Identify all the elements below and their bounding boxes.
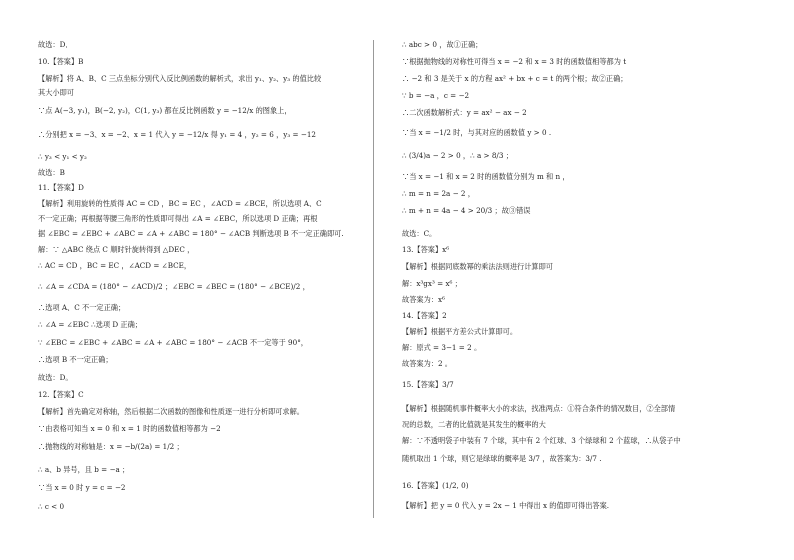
text-line: 解：∵ △ABC 绕点 C 顺时针旋转得到 △DEC ， bbox=[38, 245, 195, 254]
text-line: ∴ ∠A = ∠CDA = (180° − ∠ACD)/2 ；∠EBC = ∠BEC = (180° − ∠BCE)/2 ， bbox=[38, 282, 310, 291]
text-line: 其大小即可 bbox=[38, 88, 74, 97]
text-line: ∴选项 A、C 不一定正确； bbox=[38, 303, 126, 312]
text-line: ∵ b = −a ，c = −2 bbox=[402, 91, 470, 100]
text-line: 【解析】把 y = 0 代入 y = 2x − 1 中得出 x 的值即可得出答案. bbox=[402, 501, 610, 510]
text-line: ∵根据抛物线的对称性可得当 x = −2 和 x = 3 时的函数值相等都为 t bbox=[402, 57, 627, 66]
text-line: 【解析】利用旋转的性质得 AC = CD ，BC = EC ，∠ACD = ∠BCE，所以选项 A、C bbox=[38, 199, 322, 208]
text-line: 【解析】根据同底数幂的乘法法则进行计算即可 bbox=[402, 262, 553, 271]
text-line: 解：x³gx³ = x⁶ ； bbox=[402, 279, 462, 288]
text-line: ∴抛物线的对称轴是：x = −b/(2a) = 1/2 ； bbox=[38, 442, 184, 451]
text-line: 解：原式 = 3−1 = 2 。 bbox=[402, 343, 482, 352]
text-line: 故选：B bbox=[38, 168, 65, 177]
text-line: ∴ a、b 异号，且 b = −a ； bbox=[38, 465, 130, 474]
text-line: 不一定正确；再根据等腰三角形的性质即可得出 ∠A = ∠EBC，所以选项 D 正确；再根 bbox=[38, 214, 318, 223]
text-line: ∴ c < 0 bbox=[38, 502, 65, 511]
text-line: ∴选项 B 不一定正确； bbox=[38, 355, 113, 364]
question-16-answer: 16.【答案】(1/2, 0) bbox=[402, 481, 469, 490]
text-line: 【解析】将 A、B、C 三点坐标分别代入反比例函数的解析式，求出 y₁、y₂、y₃ 的值比较 bbox=[38, 74, 322, 83]
text-line: ∴ (3/4)a − 2 > 0 ，∴ a > 8/3 ； bbox=[402, 151, 513, 160]
question-14-answer: 14.【答案】2 bbox=[402, 311, 447, 320]
text-line: ∴ AC = CD ，BC = EC ，∠ACD = ∠BCE， bbox=[38, 261, 192, 270]
text-line: 随机取出 1 个球，则它是绿球的概率是 3/7 ，故答案为：3/7 . bbox=[402, 454, 602, 463]
text-line: 故答案为：x⁶ bbox=[402, 295, 445, 304]
text-line: ∴ y₃ < y₁ < y₂ bbox=[38, 152, 87, 161]
text-line: 故答案为：2 。 bbox=[402, 359, 452, 368]
text-line: 【解析】首先确定对称轴，然后根据二次函数的图像和性质逐一进行分析即可求解。 bbox=[38, 407, 304, 416]
text-line: ∵ ∠EBC = ∠EBC + ∠ABC = ∠A + ∠ABC = 180° − ∠ACB 不一定等于 90°， bbox=[38, 338, 308, 347]
text-line: ∵当 x = −1 和 x = 2 时的函数值分别为 m 和 n ， bbox=[402, 172, 570, 181]
column-divider bbox=[373, 40, 374, 518]
text-line: ∴ abc > 0 ，故①正确； bbox=[402, 40, 483, 49]
text-line: 故选：C。 bbox=[402, 229, 437, 238]
text-line: ∴二次函数解析式：y = ax² − ax − 2 bbox=[402, 108, 527, 117]
text-line: ∴ −2 和 3 是关于 x 的方程 ax² + bx + c = t 的两个根；故②正确； bbox=[402, 74, 628, 83]
question-10-answer: 10.【答案】B bbox=[38, 57, 84, 66]
text-line: 【解析】根据随机事件概率大小的求法，找准两点：①符合条件的情况数目，②全部情 bbox=[402, 404, 676, 413]
text-line: ∵由表格可知当 x = 0 和 x = 1 时的函数值相等都为 −2 bbox=[38, 424, 221, 433]
question-15-answer: 15.【答案】3/7 bbox=[402, 380, 454, 389]
text-line: ∵当 x = −1/2 时，与其对应的函数值 y > 0 . bbox=[402, 128, 552, 137]
text-line: 故选：D． bbox=[38, 40, 73, 49]
text-line: 故选：D。 bbox=[38, 373, 73, 382]
text-line: 据 ∠EBC = ∠EBC + ∠ABC = ∠A + ∠ABC = 180° − ∠ACB 判断选项 B 不一定正确即可. bbox=[38, 229, 344, 238]
text-line: ∴分别把 x = −3、x = −2、x = 1 代入 y = −12/x 得 y₁ = 4 ，y₂ = 6 ，y₃ = −12 bbox=[38, 130, 316, 139]
text-line: ∵当 x = 0 时 y = c = −2 bbox=[38, 483, 126, 492]
question-11-answer: 11.【答案】D bbox=[38, 183, 84, 192]
text-line: ∴ m = n = 2a − 2 ， bbox=[402, 189, 475, 198]
question-13-answer: 13.【答案】x⁶ bbox=[402, 245, 450, 254]
text-line: ∴ ∠A = ∠EBC ∴选项 D 正确； bbox=[38, 320, 142, 329]
text-line: ∵点 A(−3, y₁)，B(−2, y₂)，C(1, y₃) 都在反比例函数 y = −12/x 的图象上， bbox=[38, 106, 292, 115]
text-line: 况的总数，二者的比值就是其发生的概率的大 bbox=[402, 420, 546, 429]
text-line: 【解析】根据平方差公式计算即可。 bbox=[402, 327, 518, 336]
text-line: ∴ m + n = 4a − 4 > 20/3 ；故③错误 bbox=[402, 206, 531, 215]
text-line: 解：∵不透明袋子中装有 7 个球，其中有 2 个红球、3 个绿球和 2 个蓝球，∴从袋子中 bbox=[402, 436, 681, 445]
question-12-answer: 12.【答案】C bbox=[38, 390, 84, 399]
